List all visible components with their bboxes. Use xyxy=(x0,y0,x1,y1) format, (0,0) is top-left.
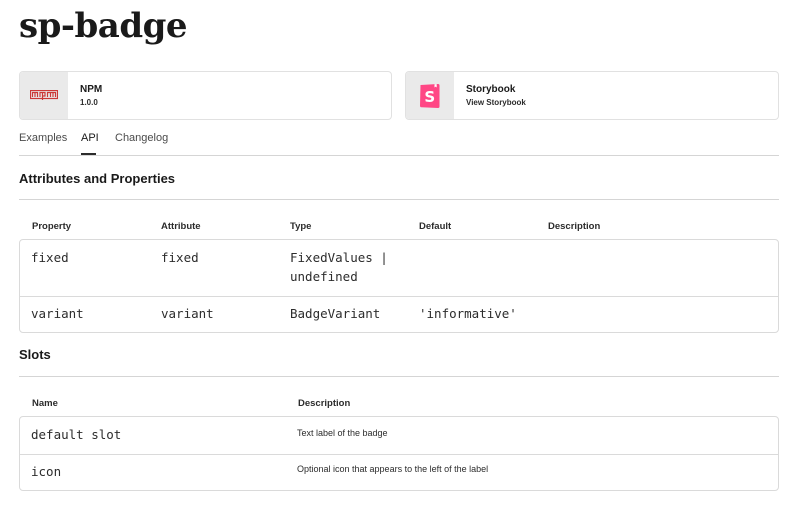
column-header-description: Description xyxy=(298,398,351,409)
svg-text:S: S xyxy=(424,87,436,106)
column-header-property: Property xyxy=(32,221,72,232)
slots-table xyxy=(19,416,779,491)
tab-bar xyxy=(19,131,779,156)
attributes-heading: Attributes and Properties xyxy=(19,171,176,186)
npm-card[interactable] xyxy=(19,71,392,120)
npm-version: 1.0.0 xyxy=(80,97,98,107)
view-storybook-link[interactable]: View Storybook xyxy=(466,97,526,107)
slots-divider xyxy=(19,376,779,377)
table-cell-attribute: fixed xyxy=(161,250,199,265)
page-title: sp-badge xyxy=(19,6,188,46)
npm-logo-icon xyxy=(30,90,58,101)
column-header-name: Name xyxy=(32,398,58,409)
row-divider xyxy=(20,296,778,297)
table-cell-property: fixed xyxy=(31,250,69,265)
attributes-divider xyxy=(19,199,779,200)
column-header-description: Description xyxy=(548,221,601,232)
npm-icon-container xyxy=(20,72,68,119)
table-cell-type-continued: undefined xyxy=(290,269,358,284)
tab-changelog[interactable]: Changelog xyxy=(115,132,169,144)
storybook-logo-icon xyxy=(419,83,441,109)
column-header-attribute: Attribute xyxy=(161,221,201,232)
row-divider xyxy=(20,454,778,455)
slot-name-cell: icon xyxy=(31,464,62,479)
table-cell-type: FixedValues | xyxy=(290,250,388,265)
tab-api[interactable]: API xyxy=(81,132,99,144)
table-cell-default: 'informative' xyxy=(419,306,517,321)
storybook-card-title: Storybook xyxy=(466,83,516,95)
table-cell-type: BadgeVariant xyxy=(290,306,381,321)
slots-heading: Slots xyxy=(19,347,51,362)
table-cell-attribute: variant xyxy=(161,306,214,321)
slot-description-cell: Optional icon that appears to the left of the label xyxy=(297,464,489,474)
npm-card-title: NPM xyxy=(80,83,103,95)
attributes-table xyxy=(19,239,779,333)
column-header-default: Default xyxy=(419,221,452,232)
slot-description-cell: Text label of the badge xyxy=(297,428,388,438)
tab-examples[interactable]: Examples xyxy=(19,132,68,144)
storybook-card[interactable] xyxy=(405,71,779,120)
active-tab-indicator xyxy=(81,153,96,155)
slot-name-cell: default slot xyxy=(31,427,122,442)
table-cell-property: variant xyxy=(31,306,84,321)
column-header-type: Type xyxy=(290,221,312,232)
storybook-icon-container xyxy=(406,72,454,119)
